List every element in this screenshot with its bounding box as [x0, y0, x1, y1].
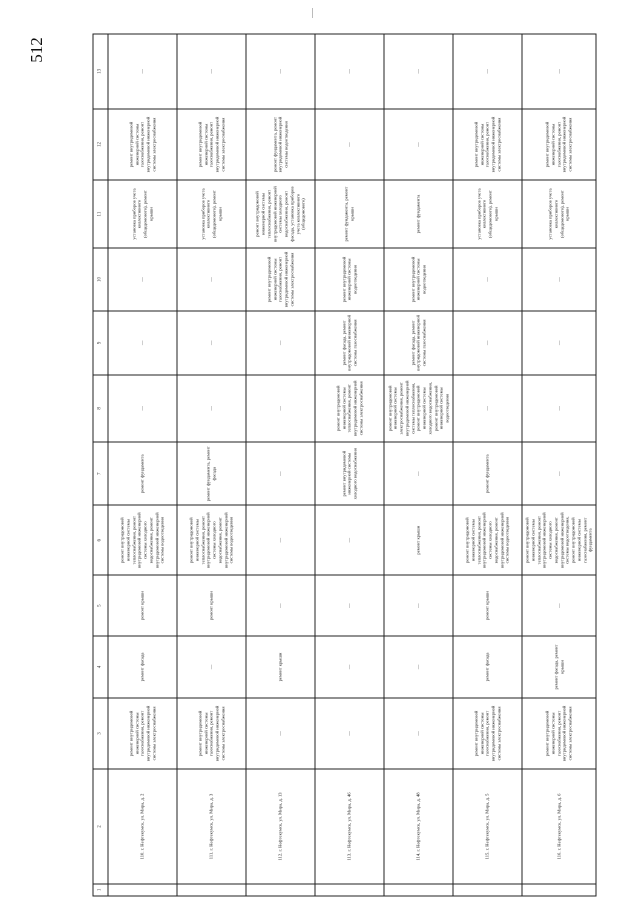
work-type-cell: — — [384, 697, 453, 769]
work-type-cell: — — [246, 697, 315, 769]
table-row — [108, 34, 177, 896]
work-type-cell: ремонт внутридомовой инженерной системы газоснабжения, ремонт внутридомовой инженерной системы электроснабжения — [108, 108, 177, 180]
row-marker-cell — [177, 883, 246, 895]
work-type-cell: — — [246, 505, 315, 575]
work-type-cell: ремонт фасада — [108, 636, 177, 697]
address-cell: 111. г. Нефтекумск, ул. Мира, д. 3 — [177, 769, 246, 884]
work-type-cell: — — [108, 247, 177, 310]
work-type-cell: — — [522, 374, 596, 441]
work-type-cell: — — [522, 311, 596, 374]
work-type-cell: — — [246, 574, 315, 635]
work-type-cell: ремонт внутридомовой инженерной системы холодного водоснабжения — [315, 442, 384, 505]
page-number: 512 — [27, 37, 46, 63]
row-marker-cell — [315, 883, 384, 895]
column-number-cell: 13 — [93, 34, 108, 109]
address-cell: 113. г. Нефтекумск, ул. Мира, д. 46 — [315, 769, 384, 884]
work-type-cell: ремонт фундамента — [108, 442, 177, 505]
work-type-cell: ремонт крыши — [384, 505, 453, 575]
work-type-cell: — — [453, 34, 522, 109]
work-type-cell: — — [246, 442, 315, 505]
column-number-cell: 6 — [93, 505, 108, 575]
work-type-cell: ремонт внутридомовой инженерной системы теплоснабжения, ремонт внутридомовой инженерной системы холодного водоснабжения, ремонт внутридомовой инженерной системы водоотведения — [177, 505, 246, 575]
work-type-cell: установка приборов учета коллективного (общедомового), ремонт крыши — [522, 180, 596, 247]
work-type-cell: — — [246, 374, 315, 441]
table-row — [384, 34, 453, 896]
work-type-cell: — — [177, 374, 246, 441]
work-type-cell: — — [108, 34, 177, 109]
work-type-cell: — — [315, 636, 384, 697]
work-type-cell: — — [108, 311, 177, 374]
work-type-cell: — — [384, 34, 453, 109]
row-marker-cell — [246, 883, 315, 895]
work-type-cell: ремонт фасада, ремонт крыши — [522, 636, 596, 697]
work-type-cell: — — [177, 636, 246, 697]
work-type-cell: ремонт фундамента, ремонт фасада — [177, 442, 246, 505]
work-type-cell: ремонт внутридомовой инженерной системы газоснабжения, ремонт внутридомовой инженерной системы электроснабжения — [522, 108, 596, 180]
work-type-cell: ремонт внутридомовой инженерной системы газоснабжения, ремонт внутридомовой инженерной системы электроснабжения — [453, 697, 522, 769]
work-type-cell: — — [453, 374, 522, 441]
work-type-cell: ремонт внутридомовой инженерной системы теплоснабжения, ремонт внутридомовой инженерной системы холодного водоснабжения, ремонт фасада, установка приборов учета коллективного (общедомового) — [246, 180, 315, 247]
work-type-cell: — — [453, 247, 522, 310]
work-type-cell: — — [177, 34, 246, 109]
row-marker-cell — [522, 883, 596, 895]
work-type-cell: ремонт фасада, ремонт внутридомовой инженерной системы газоснабжения — [315, 311, 384, 374]
table-row — [177, 34, 246, 896]
work-type-cell: — — [384, 442, 453, 505]
work-type-cell: ремонт внутридомовой инженерной системы газоснабжения, ремонт внутридомовой инженерной системы электроснабжения — [246, 247, 315, 310]
table-row — [246, 34, 315, 896]
row-marker-cell — [108, 883, 177, 895]
address-cell: 112. г. Нефтекумск, ул. Мира, д. 13 — [246, 769, 315, 884]
work-type-cell: установка приборов учета коллективного (общедомового), ремонт крыши — [177, 180, 246, 247]
work-type-cell: — — [384, 636, 453, 697]
work-type-cell: ремонт крыши — [108, 574, 177, 635]
work-type-cell: — — [315, 505, 384, 575]
work-type-cell: ремонт внутридомовой инженерной системы водоотведения — [384, 247, 453, 310]
column-number-cell: 1 — [93, 883, 108, 895]
column-number-cell: 8 — [93, 374, 108, 441]
rotated-table-container — [92, 33, 596, 896]
address-cell: 115. г. Нефтекумск, ул. Мира, д. 5 — [453, 769, 522, 884]
work-type-cell: ремонт фундамента, ремонт внутридомовой инженерной системы водоотведения — [246, 108, 315, 180]
column-number-cell: 9 — [93, 311, 108, 374]
work-type-cell: ремонт фундамента, ремонт крыши — [315, 180, 384, 247]
work-type-cell: — — [177, 247, 246, 310]
column-number-cell: 12 — [93, 108, 108, 180]
column-number-cell: 11 — [93, 180, 108, 247]
column-number-cell: 7 — [93, 442, 108, 505]
work-type-cell: — — [522, 247, 596, 310]
work-type-cell: ремонт внутридомовой инженерной системы газоснабжения, ремонт внутридомовой инженерной системы электроснабжения — [453, 108, 522, 180]
work-type-cell: ремонт фундамента — [453, 442, 522, 505]
work-type-cell: ремонт крыши — [453, 574, 522, 635]
work-type-cell: ремонт внутридомовой инженерной системы газоснабжения, ремонт внутридомовой инженерной системы электроснабжения — [177, 697, 246, 769]
work-type-cell: — — [315, 34, 384, 109]
work-type-cell: ремонт фундамента — [384, 180, 453, 247]
work-type-cell: ремонт фасада, ремонт внутридомовой инженерной системы газоснабжения — [384, 311, 453, 374]
table-header-row — [93, 34, 108, 896]
column-number-cell: 3 — [93, 697, 108, 769]
work-type-cell: ремонт крыши — [177, 574, 246, 635]
work-type-cell: ремонт внутридомовой инженерной системы электроснабжения, ремонт внутридомовой инженерной системы теплоснабжения, ремонт внутридомовой инженерной системы холодного водоснабжения, ремонт внутридомовой инженерной системы водоотведения — [384, 374, 453, 441]
work-type-cell: — — [522, 34, 596, 109]
work-type-cell: ремонт внутридомовой инженерной системы водоотведения — [315, 247, 384, 310]
address-cell: 116. г. Нефтекумск, ул. Мира, д. 6 — [522, 769, 596, 884]
work-type-cell: ремонт внутридомовой инженерной системы газоснабжения, ремонт внутридомовой инженерной системы электроснабжения — [522, 697, 596, 769]
address-cell: 114. г. Нефтекумск, ул. Мира, д. 48 — [384, 769, 453, 884]
address-cell: 110. г. Нефтекумск, ул. Мира, д. 2 — [108, 769, 177, 884]
work-type-cell: установка приборов учета коллективного (общедомового), ремонт крыши — [108, 180, 177, 247]
work-type-cell: — — [522, 442, 596, 505]
work-type-cell: ремонт внутридомовой инженерной системы теплоснабжения, ремонт внутридомовой инженерной системы холодного водоснабжения, ремонт внутридомовой инженерной системы водоотведения — [453, 505, 522, 575]
column-number-cell: 4 — [93, 636, 108, 697]
work-type-cell: — — [246, 34, 315, 109]
work-type-cell: ремонт внутридомовой инженерной системы теплоснабжения, ремонт внутридомовой инженерной системы холодного водоснабжения, ремонт внутридомовой инженерной системы водоотведения — [108, 505, 177, 575]
work-type-cell: ремонт внутридомовой инженерной системы газоснабжения, ремонт внутридомовой инженерной системы электроснабжения — [177, 108, 246, 180]
work-type-cell: — — [108, 374, 177, 441]
work-type-cell: — — [315, 574, 384, 635]
work-type-cell: — — [315, 697, 384, 769]
work-type-cell: ремонт фасада — [453, 636, 522, 697]
scan-mark — [312, 8, 313, 18]
work-type-cell: — — [522, 574, 596, 635]
row-marker-cell — [384, 883, 453, 895]
table-row — [453, 34, 522, 896]
work-type-cell: — — [246, 311, 315, 374]
work-type-cell: — — [384, 108, 453, 180]
repair-schedule-table — [92, 33, 596, 896]
work-type-cell: — — [384, 574, 453, 635]
work-type-cell: ремонт крыши — [246, 636, 315, 697]
column-number-cell: 2 — [93, 769, 108, 884]
work-type-cell: — — [315, 108, 384, 180]
work-type-cell: ремонт внутридомовой инженерной системы теплоснабжения, ремонт внутридомовой инженерной системы холодного водоснабжения, ремонт внутридомовой инженерной системы водоотведения, ремонт внутридомовой инженерной системы газоснабжения, ремонт фундамента — [522, 505, 596, 575]
table-row — [315, 34, 384, 896]
work-type-cell: ремонт внутридомовой инженерной системы теплоснабжения, ремонт внутридомовой инженерной системы электроснабжения — [315, 374, 384, 441]
work-type-cell: установка приборов учета коллективного (общедомового), ремонт крыши — [453, 180, 522, 247]
work-type-cell: ремонт внутридомовой инженерной системы газоснабжения, ремонт внутридомовой инженерной системы электроснабжения — [108, 697, 177, 769]
table-row — [522, 34, 596, 896]
column-number-cell: 10 — [93, 247, 108, 310]
column-number-cell: 5 — [93, 574, 108, 635]
row-marker-cell — [453, 883, 522, 895]
work-type-cell: — — [453, 311, 522, 374]
work-type-cell: — — [177, 311, 246, 374]
